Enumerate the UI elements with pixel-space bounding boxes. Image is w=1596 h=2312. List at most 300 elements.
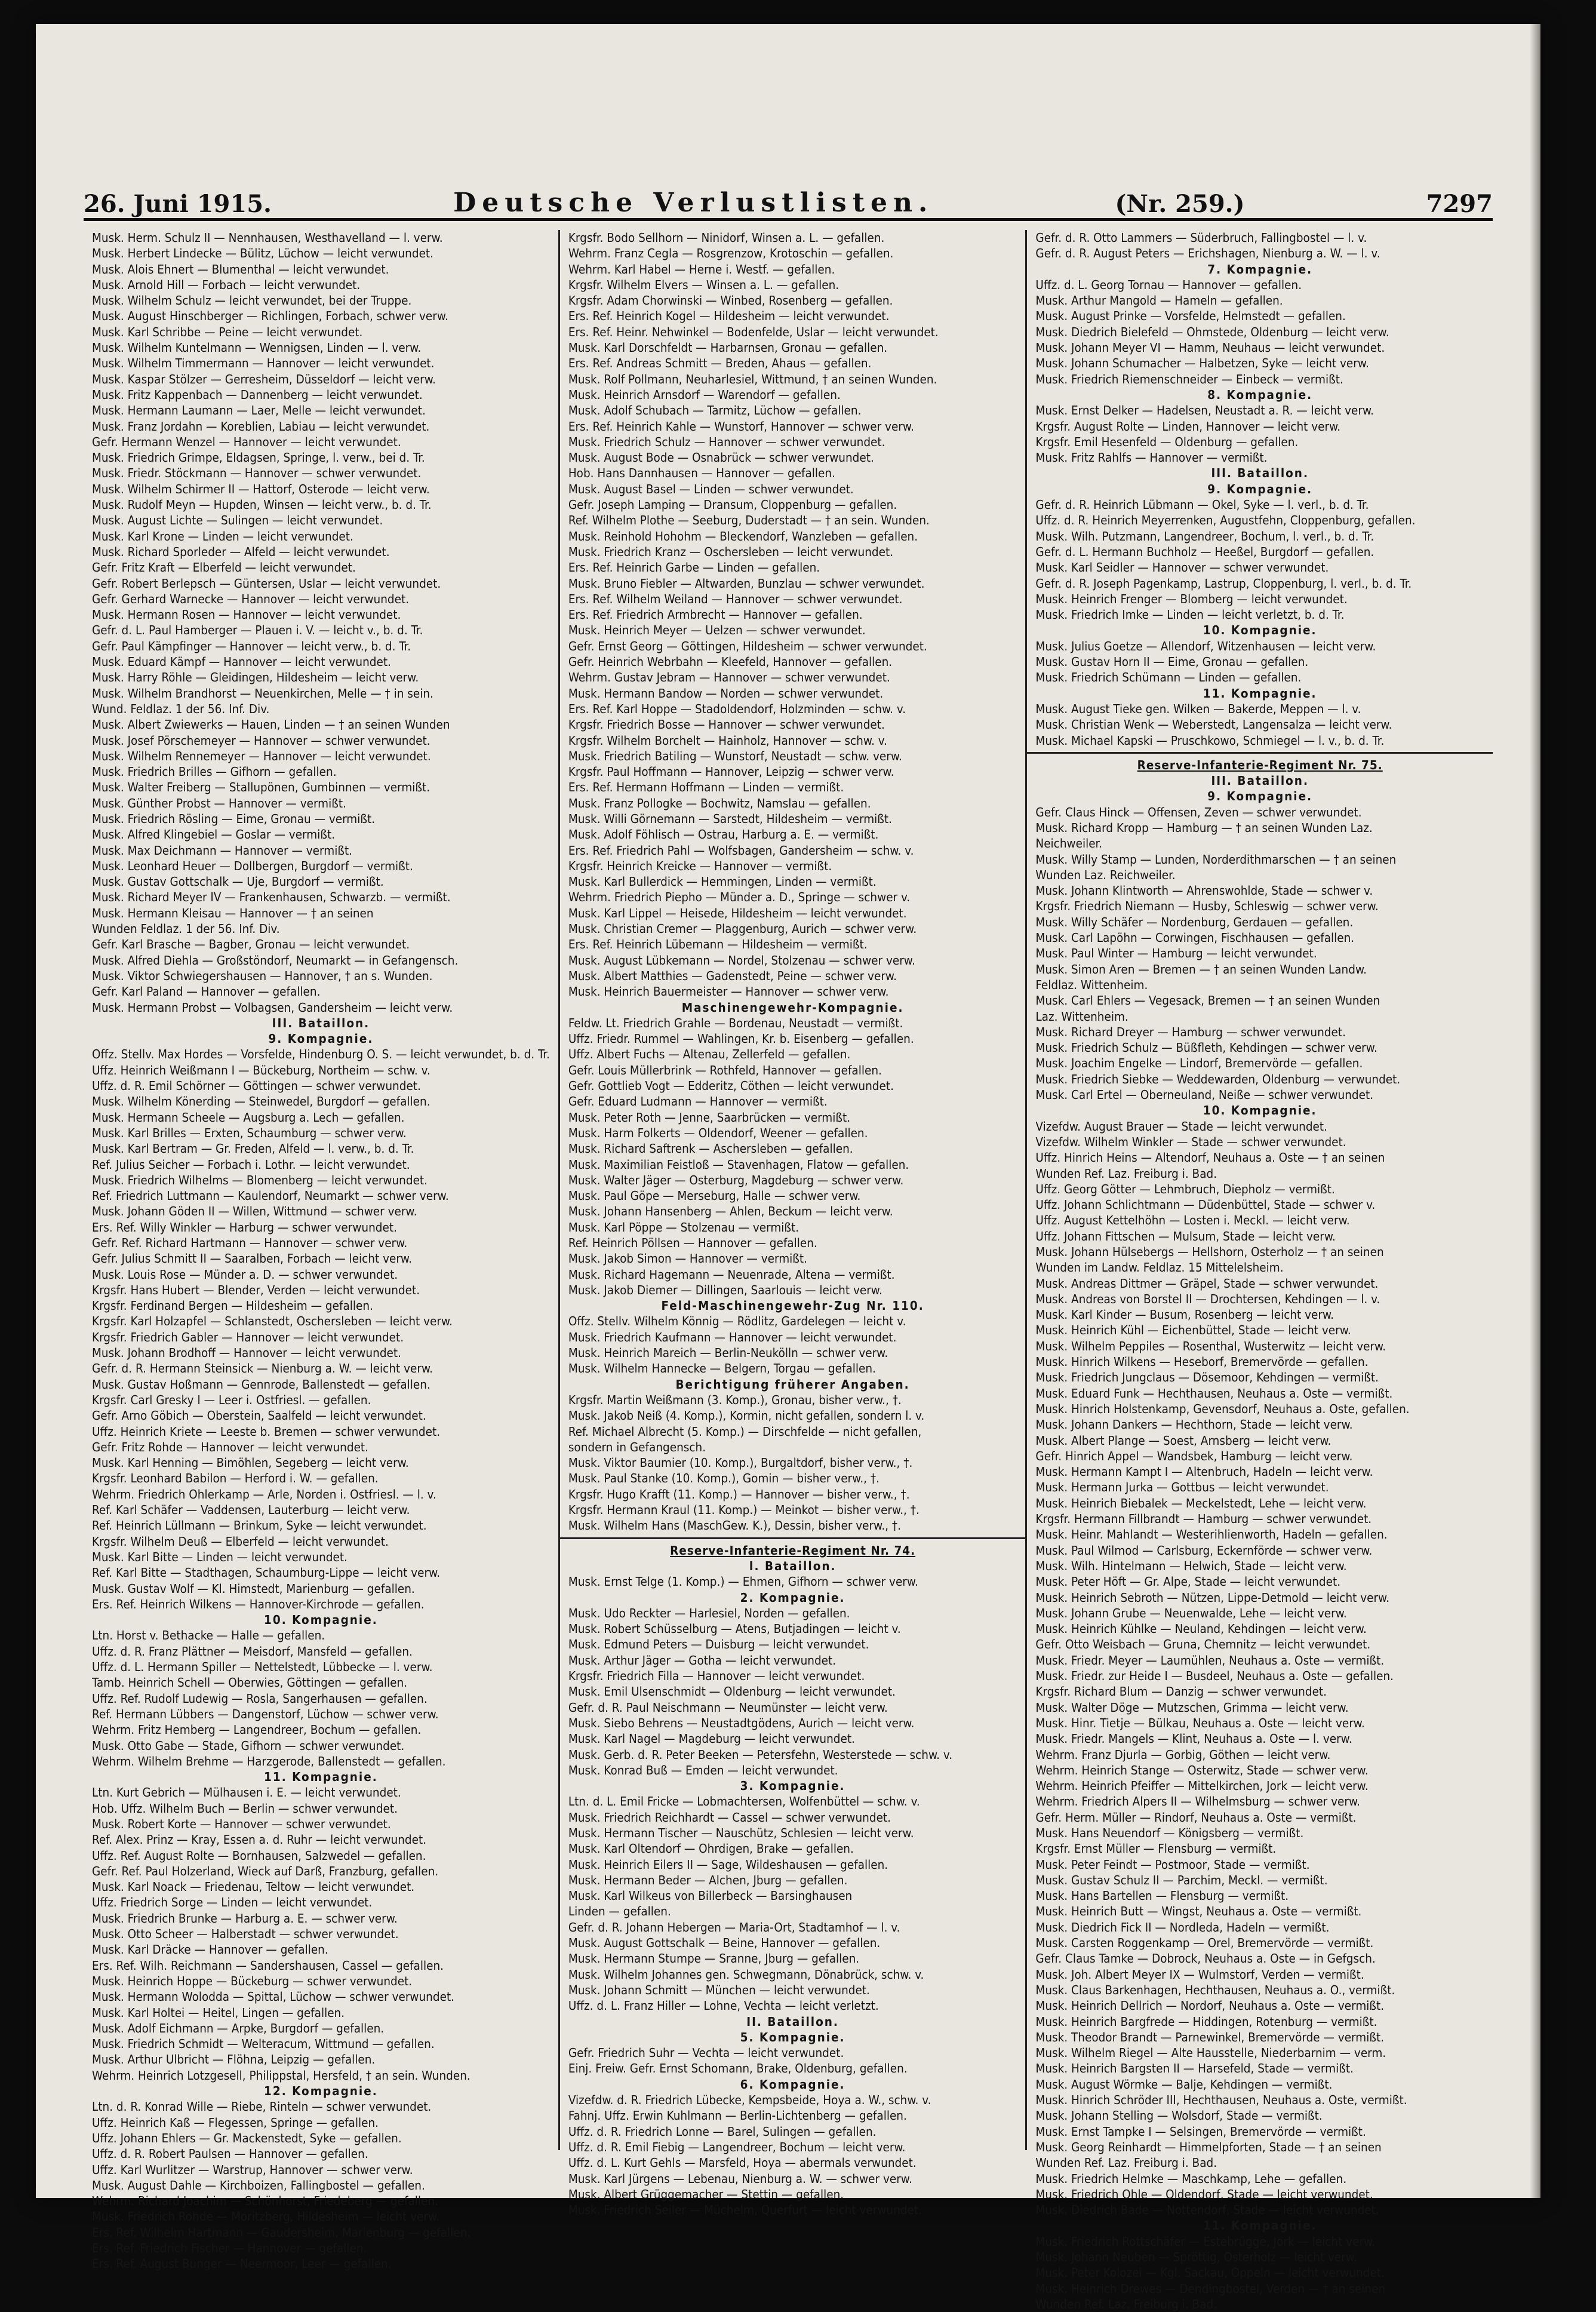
section-heading: 10. Kompagnie.	[1203, 623, 1317, 638]
casualty-entry: Musk. Arthur Mangold — Hameln — gefallen.	[1035, 293, 1283, 308]
casualty-entry: Wehrm. Fritz Hemberg — Langendreer, Bochum — gefallen.	[92, 1723, 422, 1737]
casualty-entry: Musk. Friedrich Helmke — Maschkamp, Lehe — gefallen.	[1035, 2171, 1347, 2186]
casualty-entry: Krgsfr. Ernst Müller — Flensburg — vermißt.	[1035, 1841, 1277, 1856]
casualty-entry: Musk. Hermann Scheele — Augsburg a. Lech — gefallen.	[92, 1110, 405, 1125]
casualty-entry: Musk. Friedrich Kaufmann — Hannover — leicht verwundet.	[568, 1330, 897, 1344]
casualty-entry: Musk. Hermann Beder — Alchen, Jburg — gefallen.	[568, 1872, 848, 1887]
casualty-entry: Krgsfr. Hugo Krafft (11. Komp.) — Hannover — bisher verw., †.	[568, 1487, 910, 1502]
casualty-entry: Musk. Siebo Behrens — Neustadtgödens, Aurich — leicht verw.	[568, 1715, 915, 1730]
casualty-entry: Musk. Johann Meyer VI — Hamm, Neuhaus — leicht verwundet.	[1035, 340, 1385, 355]
casualty-entry: Gefr. d. L. Hermann Buchholz — Heeßel, Burgdorf — gefallen.	[1035, 544, 1374, 559]
casualty-entry: Uffz. Ref. Rudolf Ludewig — Rosla, Sangerhausen — gefallen.	[92, 1691, 428, 1706]
casualty-entry: Musk. Ernst Telge (1. Komp.) — Ehmen, Gifhorn — schwer verw.	[568, 1574, 918, 1589]
casualty-entry: Ers. Ref. Heinrich Garbe — Linden — gefallen.	[568, 560, 820, 575]
casualty-entry: Gefr. d. R. Hermann Steinsick — Nienburg a. W. — leicht verw.	[92, 1361, 433, 1376]
casualty-entry: Musk. Hinr. Tietje — Bülkau, Neuhaus a. Oste — leicht verw.	[1035, 1715, 1365, 1730]
casualty-entry: Musk. Alfred Diehla — Großstöndorf, Neumarkt — in Gefangensch.	[92, 953, 459, 968]
section-heading: II. Bataillon.	[746, 2014, 839, 2029]
casualty-entry: Ref. Alex. Prinz — Kray, Essen a. d. Ruhr — leicht verwundet.	[92, 1832, 427, 1847]
casualty-entry: Musk. Peter Kolozei — Kgl. Sackau, Oppeln — leicht verwundet.	[1035, 2265, 1385, 2280]
casualty-entry: Musk. Johann Dankers — Hechthorn, Stade — leicht verw.	[1035, 1417, 1353, 1432]
casualty-entry: Musk. Johann Schmitt — München — leicht verwundet.	[568, 1982, 870, 1997]
casualty-entry: Musk. Simon Aren — Bremen — † an seinen Wunden Landw.	[1035, 962, 1367, 977]
section-heading: 12. Kompagnie.	[264, 2084, 378, 2099]
casualty-entry: Musk. Johann Brodhoff — Hannover — leicht verwundet.	[92, 1346, 401, 1361]
casualty-entry: Musk. Hans Neuendorf — Königsberg — vermißt.	[1035, 1825, 1304, 1840]
casualty-entry: Musk. Peter Höft — Gr. Alpe, Stade — leicht verwundet.	[1035, 1574, 1341, 1589]
casualty-entry: Uffz. d. L. Georg Tornau — Hannover — gefallen.	[1035, 277, 1302, 292]
casualty-entry: Musk. August Bode — Osnabrück — schwer verwundet.	[568, 450, 874, 465]
casualty-entry: Musk. Karl Dorschfeldt — Harbarnsen, Gronau — gefallen.	[568, 340, 888, 355]
casualty-entry: Wehrm. Gustav Jebram — Hannover — schwer verwundet.	[568, 670, 890, 685]
casualty-entry: Musk. Heinrich Kühl — Eichenbüttel, Stade — leicht verw.	[1035, 1323, 1351, 1338]
casualty-entry: Musk. Herbert Lindecke — Bülitz, Lüchow — leicht verwundet.	[92, 246, 434, 261]
casualty-entry: Musk. Richard Hagemann — Neuenrade, Altena — vermißt.	[568, 1267, 895, 1282]
casualty-entry: Musk. Heinrich Bargsten II — Harsefeld, Stade — vermißt.	[1035, 2061, 1354, 2076]
casualty-entry: Gefr. Eduard Ludmann — Hannover — vermißt.	[568, 1094, 828, 1109]
casualty-entry: Krgsfr. Hans Hubert — Blender, Verden — leicht verwundet.	[92, 1282, 420, 1297]
casualty-entry: Musk. Joachim Engelke — Lindorf, Bremervörde — gefallen.	[1035, 1056, 1363, 1071]
casualty-entry: Ers. Ref. Willy Winkler — Harburg — schwer verwundet.	[92, 1220, 397, 1235]
casualty-entry: Gefr. Karl Paland — Hannover — gefallen.	[92, 984, 321, 999]
casualty-entry: Ref. Heinrich Lüllmann — Brinkum, Syke — leicht verwundet.	[92, 1518, 427, 1533]
casualty-entry: Musk. Harry Röhle — Gleidingen, Hildesheim — leicht verw.	[92, 670, 419, 685]
casualty-entry: Musk. Friedr. zur Heide I — Busdeel, Neuhaus a. Oste — gefallen.	[1035, 1669, 1394, 1684]
casualty-entry: Musk. Alfred Klingebiel — Goslar — vermißt.	[92, 827, 336, 842]
casualty-entry: Musk. Maximilian Feistloß — Stavenhagen, Flatow — gefallen.	[568, 1157, 909, 1172]
casualty-entry: Musk. Willi Görnemann — Sarstedt, Hildesheim — vermißt.	[568, 811, 893, 826]
casualty-entry: Gefr. d. R. Otto Lammers — Süderbruch, Fallingbostel — l. v.	[1035, 231, 1367, 245]
casualty-entry: Musk. Arnold Hill — Forbach — leicht verwundet.	[92, 277, 361, 292]
casualty-entry: Musk. Fritz Kappenbach — Dannenberg — leicht verwundet.	[92, 387, 423, 402]
casualty-entry: Krgsfr. Carl Gresky I — Leer i. Ostfriesl. — gefallen.	[92, 1392, 371, 1407]
casualty-entry: Krgsfr. Adam Chorwinski — Winbed, Rosenberg — gefallen.	[568, 293, 893, 308]
casualty-entry: Musk. Claus Barkenhagen, Hechthausen, Neuhaus a. O., vermißt.	[1035, 1982, 1395, 1997]
casualty-entry: Krgsfr. Wilhelm Deuß — Elberfeld — leicht verwundet.	[92, 1534, 389, 1549]
casualty-entry: Uffz. d. R. Heinrich Meyerrenken, Augustfehn, Cloppenburg, gefallen.	[1035, 513, 1416, 528]
casualty-entry: Musk. Diedrich Bade — Nottendorf, Stade — leicht verwundet.	[1035, 2203, 1379, 2218]
casualty-entry: Wunden Ref. Laz. Freiburg i. Bad.	[1035, 2296, 1217, 2311]
casualty-entry: Musk. Karl Lippel — Heisede, Hildesheim — leicht verwundet.	[568, 905, 907, 920]
casualty-entry: Wehrm. Friedrich Ohlerkamp — Arle, Norden i. Ostfriesl. — l. v.	[92, 1487, 436, 1502]
casualty-entry: Musk. Friedrich Reichhardt — Cassel — schwer verwundet.	[568, 1810, 891, 1825]
casualty-entry: Musk. Friedrich Grimpe, Eldagsen, Springe, l. verw., bei d. Tr.	[92, 450, 425, 465]
casualty-entry: Offz. Stellv. Max Hordes — Vorsfelde, Hindenburg O. S. — leicht verwundet, b. d. Tr.	[92, 1047, 550, 1062]
casualty-entry: Musk. Wilh. Putzmann, Langendreer, Bochum, l. verl., b. d. Tr.	[1035, 529, 1374, 544]
casualty-entry: Ers. Ref. August Bunger — Neermoor, Leer — gefallen.	[92, 2256, 392, 2271]
casualty-entry: Musk. Richard Meyer IV — Frankenhausen, Schwarzb. — vermißt.	[92, 890, 451, 905]
casualty-entry: Musk. Heinrich Bauermeister — Hannover — schwer verw.	[568, 984, 889, 999]
casualty-entry: Musk. Hinrich Holstenkamp, Gevensdorf, Neuhaus a. Oste, gefallen.	[1035, 1401, 1410, 1416]
casualty-entry: Gefr. Ref. Paul Holzerland, Wieck auf Darß, Franzburg, gefallen.	[92, 1863, 439, 1878]
casualty-entry: Musk. Albert Matthies — Gadenstedt, Peine — schwer verw.	[568, 968, 897, 983]
casualty-entry: Musk. Hermann Kampt I — Altenbruch, Hadeln — leicht verw.	[1035, 1464, 1373, 1479]
casualty-entry: Musk. August Wörmke — Balje, Kehdingen — vermißt.	[1035, 2077, 1333, 2092]
casualty-entry: Gefr. Arno Göbich — Oberstein, Saalfeld — leicht verwundet.	[92, 1408, 426, 1423]
casualty-entry: Wunden Feldlaz. 1 der 56. Inf. Div.	[92, 922, 280, 937]
casualty-entry: Ltn. d. R. Konrad Wille — Riebe, Rinteln — schwer verwundet.	[92, 2099, 432, 2114]
casualty-entry: Krgsfr. Bodo Sellhorn — Ninidorf, Winsen a. L. — gefallen.	[568, 231, 885, 245]
casualty-entry: Musk. Reinhold Hohohm — Bleckendorf, Wanzleben — gefallen.	[568, 529, 918, 544]
casualty-entry: Musk. Wilhelm Brandhorst — Neuenkirchen, Melle — † in sein.	[92, 686, 433, 701]
casualty-entry: Musk. Wilhelm Hans (MaschGew. K.), Dessin, bisher verw., †.	[568, 1518, 901, 1533]
casualty-entry: Musk. Heinrich Eilers II — Sage, Wildeshausen — gefallen.	[568, 1857, 888, 1872]
casualty-entry: Musk. Heinrich Sebroth — Nützen, Lippe-Detmold — leicht verw.	[1035, 1590, 1390, 1605]
casualty-entry: Musk. Günther Probst — Hannover — vermißt.	[92, 796, 346, 810]
casualty-entry: Uffz. Heinrich Kaß — Flegessen, Springe — gefallen.	[92, 2115, 379, 2130]
casualty-entry: Gefr. Ref. Richard Hartmann — Hannover — schwer verw.	[92, 1236, 408, 1250]
casualty-entry: Uffz. Hinrich Heins — Altendorf, Neuhaus a. Oste — † an seinen	[1035, 1150, 1385, 1165]
casualty-entry: Ltn. Horst v. Bethacke — Halle — gefallen.	[92, 1628, 325, 1643]
casualty-entry: Musk. Carl Ertel — Oberneuland, Neiße — schwer verwundet.	[1035, 1088, 1374, 1103]
casualty-entry: Uffz. d. R. Franz Plättner — Meisdorf, Mansfeld — gefallen.	[92, 1644, 413, 1659]
section-heading: 9. Kompagnie.	[1207, 789, 1313, 804]
casualty-entry: Musk. Jakob Diemer — Dillingen, Saarlouis — leicht verw.	[568, 1282, 882, 1297]
casualty-entry: Musk. Alois Ehnert — Blumenthal — leicht verwundet.	[92, 262, 389, 277]
casualty-entry: Gefr. Louis Müllerbrink — Rothfeld, Hannover — gefallen.	[568, 1063, 882, 1077]
casualty-entry: Musk. August Basel — Linden — schwer verwundet.	[568, 481, 854, 496]
casualty-entry: Musk. Leonhard Heuer — Dollbergen, Burgdorf — vermißt.	[92, 858, 413, 873]
casualty-entry: Gefr. Julius Schmitt II — Saaralben, Forbach — leicht verw.	[92, 1251, 412, 1266]
casualty-entry: Musk. Albert Grüggemacher — Stettin — gefallen.	[568, 2187, 844, 2202]
casualty-entry: Krgsfr. Friedrich Bosse — Hannover — schwer verwundet.	[568, 717, 885, 732]
casualty-entry: Musk. Heinrich Mareich — Berlin-Neukölln — schwer verw.	[568, 1346, 888, 1361]
casualty-entry: Musk. Friedr. Stöckmann — Hannover — schwer verwundet.	[92, 466, 422, 481]
casualty-entry: Uffz. Karl Wurlitzer — Warstrup, Hannover — schwer verw.	[92, 2162, 413, 2177]
section-heading: Maschinengewehr-Kompagnie.	[681, 1000, 904, 1015]
casualty-entry: Musk. Friedrich Schulz — Hannover — schwer verwundet.	[568, 434, 885, 449]
casualty-entry: Musk. Karl Nagel — Magdeburg — leicht verwundet.	[568, 1731, 855, 1746]
casualty-entry: Musk. Friedrich Kranz — Oschersleben — leicht verwundet.	[568, 544, 894, 559]
casualty-entry: Krgsfr. Richard Blum — Danzig — schwer verwundet.	[1035, 1684, 1327, 1699]
casualty-entry: Musk. Friedrich Schmidt — Welteracum, Wittmund — gefallen.	[92, 2037, 435, 2052]
section-heading: III. Bataillon.	[1211, 466, 1309, 481]
casualty-entry: Musk. Wilhelm Rennemeyer — Hannover — leicht verwundet.	[92, 748, 431, 763]
casualty-entry: Musk. Friedrich Ohle — Oldendorf, Stade — leicht verwundet.	[1035, 2187, 1373, 2202]
casualty-entry: Musk. Heinrich Drewes — Dendingbostel, Verden — † an seinen	[1035, 2281, 1386, 2296]
casualty-entry: Musk. Karl Wilkeus von Billerbeck — Barsinghausen	[568, 1889, 853, 1903]
casualty-entry: Musk. Wilhelm Schirmer II — Hattorf, Osterode — leicht verw.	[92, 481, 430, 496]
casualty-entry: Musk. Herm. Schulz II — Nennhausen, Westhavelland — l. verw.	[92, 231, 443, 245]
casualty-entry: Ref. Karl Bitte — Stadthagen, Schaumburg-Lippe — leicht verw.	[92, 1565, 441, 1580]
casualty-entry: Ers. Ref. Heinr. Nehwinkel — Bodenfelde, Uslar — leicht verwundet.	[568, 324, 939, 339]
casualty-entry: Wunden im Landw. Feldlaz. 15 Mittelelsheim.	[1035, 1260, 1284, 1275]
casualty-entry: Wehrm. Friedrich Alpers II — Wilhelmsburg — schwer verw.	[1035, 1794, 1361, 1809]
casualty-entry: Gefr. d. L. Paul Hamberger — Plauen i. V. — leicht v., b. d. Tr.	[92, 623, 423, 638]
casualty-entry: Krgsfr. Hermann Kraul (11. Komp.) — Meinkot — bisher verw., †.	[568, 1503, 920, 1518]
casualty-entry: Musk. Rudolf Meyn — Hupden, Winsen — leicht verw., b. d. Tr.	[92, 498, 432, 512]
casualty-entry: Wehrm. Karl Habel — Herne i. Westf. — gefallen.	[568, 262, 835, 277]
casualty-entry: Musk. Hinrich Schröder III, Hechthausen, Neuhaus a. Oste, vermißt.	[1035, 2093, 1407, 2108]
casualty-entry: Feldw. Lt. Friedrich Grahle — Bordenau, Neustadt — vermißt.	[568, 1015, 903, 1030]
casualty-entry: Uffz. d. L. Hermann Spiller — Nettelstedt, Lübbecke — l. verw.	[92, 1660, 433, 1675]
casualty-entry: Musk. Richard Sporleder — Alfeld — leicht verwundet.	[92, 544, 390, 559]
casualty-entry: Musk. Johann Stelling — Wolsdorf, Stade — vermißt.	[1035, 2108, 1323, 2123]
casualty-entry: Musk. Viktor Baumier (10. Komp.), Burgaltdorf, bisher verw., †.	[568, 1456, 913, 1470]
casualty-entry: Vizefdw. Wilhelm Winkler — Stade — schwer verwundet.	[1035, 1134, 1346, 1149]
casualty-entry: Musk. Richard Saftrenk — Aschersleben — gefallen.	[568, 1141, 853, 1156]
casualty-entry: Uffz. Friedr. Rummel — Wahlingen, Kr. b. Eisenberg — gefallen.	[568, 1031, 914, 1046]
casualty-entry: Ers. Ref. Wilhelm Weiland — Hannover — schwer verwundet.	[568, 591, 903, 606]
casualty-entry: Musk. Karl Krone — Linden — leicht verwundet.	[92, 529, 353, 544]
section-rule	[560, 1537, 1026, 1539]
casualty-entry: Gefr. Ernst Georg — Göttingen, Hildesheim — schwer verwundet.	[568, 638, 927, 653]
casualty-entry: Wehrm. Heinrich Lotzgesell, Philippstal, Hersfeld, † an sein. Wunden.	[92, 2068, 471, 2083]
casualty-entry: Musk. Friedrich Imke — Linden — leicht verletzt, b. d. Tr.	[1035, 607, 1345, 622]
casualty-entry: Musk. Friedrich Schulz — Büßfleth, Kehdingen — schwer verw.	[1035, 1040, 1377, 1055]
casualty-entry: Musk. Wilhelm Schulz — leicht verwundet, bei der Truppe.	[92, 293, 412, 308]
casualty-entry: Musk. Theodor Brandt — Parnewinkel, Bremervörde — vermißt.	[1035, 2029, 1385, 2044]
casualty-entry: Musk. Hermann Probst — Volbagsen, Gandersheim — leicht verw.	[92, 1000, 453, 1015]
section-heading: 11. Kompagnie.	[1203, 686, 1317, 701]
casualty-entry: Musk. Hermann Jurka — Gottbus — leicht verwundet.	[1035, 1480, 1329, 1495]
casualty-entry: Musk. Albert Plange — Soest, Arnsberg — leicht verw.	[1035, 1433, 1331, 1448]
casualty-entry: Musk. Karl Brilles — Erxten, Schaumburg — schwer verw.	[92, 1125, 407, 1140]
casualty-entry: Musk. Harm Folkerts — Oldendorf, Weener — gefallen.	[568, 1125, 868, 1140]
casualty-entry: Ref. Wilhelm Plothe — Seeburg, Duderstadt — † an sein. Wunden.	[568, 513, 930, 528]
casualty-entry: Uffz. Ref. August Rolte — Bornhausen, Salzwedel — gefallen.	[92, 1848, 426, 1863]
casualty-entry: Musk. Julius Goetze — Allendorf, Witzenhausen — leicht verw.	[1035, 638, 1376, 653]
casualty-entry: Ref. Hermann Lübbers — Dangenstorf, Lüchow — schwer verw.	[92, 1706, 439, 1721]
casualty-entry: Krgsfr. Ferdinand Bergen — Hildesheim — gefallen.	[92, 1298, 373, 1313]
casualty-entry: Musk. August Hinschberger — Richlingen, Forbach, schwer verw.	[92, 309, 448, 324]
casualty-entry: Musk. Ernst Tampke I — Selsingen, Bremervörde — vermißt.	[1035, 2124, 1366, 2139]
casualty-entry: Linden — gefallen.	[568, 1904, 671, 1919]
casualty-entry: Musk. Karl Seidler — Hannover — schwer verwundet.	[1035, 560, 1329, 575]
casualty-entry: Wunden Ref. Laz. Freiburg i. Bad.	[1035, 2156, 1217, 2170]
casualty-entry: Musk. Heinrich Dellrich — Nordorf, Neuhaus a. Oste — vermißt.	[1035, 1998, 1385, 2013]
casualty-entry: Wehrm. Friedrich Piepho — Münder a. D., Springe — schwer v.	[568, 890, 911, 905]
casualty-entry: Musk. Hermann Kleisau — Hannover — † an seinen	[92, 905, 374, 920]
casualty-entry: Uffz. Johann Ehlers — Gr. Mackenstedt, Syke — gefallen.	[92, 2130, 402, 2145]
casualty-entry: Vizefdw. d. R. Friedrich Lübecke, Kempsbeide, Hoya a. W., schw. v.	[568, 2093, 931, 2108]
casualty-entry: Musk. Karl Noack — Friedenau, Teltow — leicht verwundet.	[92, 1880, 415, 1895]
casualty-entry: Gefr. Claus Tamke — Dobrock, Neuhaus a. Oste — in Gefgsch.	[1035, 1951, 1376, 1966]
casualty-entry: Musk. Johann Grube — Neuenwalde, Lehe — leicht verw.	[1035, 1605, 1347, 1620]
section-heading: 10. Kompagnie.	[1203, 1103, 1317, 1118]
casualty-entry: Musk. Heinrich Kühlke — Neuland, Kehdingen — leicht verw.	[1035, 1622, 1367, 1636]
casualty-entry: Wunden Ref. Laz. Freiburg i. Bad.	[1035, 1166, 1217, 1181]
casualty-entry: Krgsfr. Heinrich Kreicke — Hannover — vermißt.	[568, 858, 832, 873]
casualty-entry: Ers. Ref. Wilh. Reichmann — Sandershausen, Cassel — gefallen.	[92, 1958, 444, 1973]
casualty-entry: Musk. Paul Göpe — Merseburg, Halle — schwer verw.	[568, 1189, 861, 1203]
casualty-entry: Musk. Heinrich Biebalek — Meckelstedt, Lehe — leicht verw.	[1035, 1496, 1367, 1510]
casualty-entry: Musk. Gustav Wolf — Kl. Himstedt, Marienburg — gefallen.	[92, 1581, 415, 1596]
casualty-entry: Hob. Uffz. Wilhelm Buch — Berlin — schwer verwundet.	[92, 1801, 398, 1816]
section-heading: 5. Kompagnie.	[740, 2029, 845, 2044]
casualty-entry: Musk. Hermann Bandow — Norden — schwer verwundet.	[568, 686, 884, 701]
casualty-entry: Musk. Rolf Pollmann, Neuharlesiel, Wittmund, † an seinen Wunden.	[568, 371, 937, 386]
scan-edge-shadow	[1530, 24, 1540, 2198]
casualty-entry: Musk. Friedrich Seiler — Müchelm, Querfurt — leicht verwundet.	[568, 2203, 922, 2218]
casualty-entry: Gefr. Hermann Wenzel — Hannover — leicht verwundet.	[92, 434, 401, 449]
casualty-entry: Gefr. Claus Hinck — Offensen, Zeven — schwer verwundet.	[1035, 805, 1362, 819]
casualty-entry: Musk. Richard Dreyer — Hamburg — schwer verwundet.	[1035, 1024, 1346, 1039]
casualty-entry: Musk. Max Deichmann — Hannover — vermißt.	[92, 843, 353, 858]
casualty-entry: Wehrm. Franz Djurla — Gorbig, Göthen — leicht verw.	[1035, 1747, 1331, 1762]
casualty-entry: Musk. Arthur Jäger — Gotha — leicht verwundet.	[568, 1653, 837, 1668]
casualty-entry: Krgsfr. Leonhard Babilon — Herford i. W. — gefallen.	[92, 1471, 379, 1486]
casualty-entry: Musk. Fritz Rahlfs — Hannover — vermißt.	[1035, 450, 1268, 465]
casualty-entry: Uffz. d. L. Franz Hiller — Lohne, Vechta — leicht verletzt.	[568, 1998, 879, 2013]
casualty-entry: Musk. Eduard Funk — Hechthausen, Neuhaus a. Oste — vermißt.	[1035, 1386, 1393, 1401]
casualty-entry: Musk. Friedrich Riemenschneider — Einbeck — vermißt.	[1035, 371, 1343, 386]
casualty-entry: Musk. Hermann Laumann — Laer, Melle — leicht verwundet.	[92, 403, 426, 418]
casualty-entry: Musk. Gustav Schulz II — Parchim, Meckl. — vermißt.	[1035, 1872, 1328, 1887]
casualty-entry: Musk. Johann Hansenberg — Ahlen, Beckum — leicht verw.	[568, 1204, 893, 1219]
casualty-entry: Ers. Ref. Andreas Schmitt — Breden, Ahaus — gefallen.	[568, 356, 872, 371]
casualty-entry: Musk. Heinrich Frenger — Blomberg — leicht verwundet.	[1035, 591, 1348, 606]
casualty-entry: Gefr. Paul Kämpfinger — Hannover — leicht verw., b. d. Tr.	[92, 638, 411, 653]
casualty-entry: Musk. Karl Bitte — Linden — leicht verwundet.	[92, 1549, 348, 1564]
casualty-entry: Wund. Feldlaz. 1 der 56. Inf. Div.	[92, 701, 270, 716]
casualty-entry: Gefr. Hinrich Appel — Wandsbek, Hamburg — leicht verw.	[1035, 1448, 1353, 1463]
casualty-entry: Krgsfr. Friedrich Filla — Hannover — leicht verwundet.	[568, 1669, 865, 1684]
casualty-entry: Wehrm. Wilhelm Brehme — Harzgerode, Ballenstedt — gefallen.	[92, 1754, 446, 1768]
casualty-entry: Musk. Friedrich Wilhelms — Blomenberg — leicht verwundet.	[92, 1172, 428, 1187]
casualty-entry: Musk. August Lübkemann — Nordel, Stolzenau — schwer verw.	[568, 953, 915, 968]
section-heading: 8. Kompagnie.	[1207, 387, 1313, 402]
casualty-entry: Ers. Ref. Heinrich Kahle — Wunstorf, Hannover — schwer verw.	[568, 419, 914, 434]
casualty-entry: Musk. Karl Kinder — Busum, Rosenberg — leicht verw.	[1035, 1307, 1334, 1322]
casualty-entry: Ers. Ref. Friedrich Fischer — Hannover — gefallen.	[92, 2241, 367, 2255]
section-heading: 3. Kompagnie.	[740, 1779, 845, 1794]
casualty-entry: Ref. Julius Seicher — Forbach i. Lothr. — leicht verwundet.	[92, 1157, 410, 1172]
casualty-entry: Gefr. d. R. August Peters — Erichshagen, Nienburg a. W. — l. v.	[1035, 246, 1380, 261]
casualty-entry: Ers. Ref. Friedrich Pahl — Wolfsbagen, Gandersheim — schw. v.	[568, 843, 914, 858]
section-heading: III. Bataillon.	[272, 1015, 370, 1030]
casualty-entry: Gefr. d. R. Joseph Pagenkamp, Lastrup, Cloppenburg, l. verl., b. d. Tr.	[1035, 576, 1412, 591]
casualty-entry: Uffz. d. R. Robert Paulsen — Hannover — gefallen.	[92, 2147, 368, 2161]
casualty-entry: Musk. Hermann Wolodda — Spittal, Lüchow — schwer verwundet.	[92, 1989, 455, 2004]
casualty-entry: Musk. Hinrich Wilkens — Heseborf, Bremervörde — gefallen.	[1035, 1355, 1369, 1370]
column-3	[1025, 230, 1493, 2311]
casualty-entry: Musk. Karl Bullerdick — Hemmingen, Linden — vermißt.	[568, 874, 877, 889]
casualty-entry: Musk. Andreas Dittmer — Gräpel, Stade — schwer verwundet.	[1035, 1276, 1379, 1291]
casualty-entry: Musk. Heinrich Bargfrede — Hiddingen, Rotenburg — vermißt.	[1035, 2014, 1377, 2029]
casualty-entry: Wehrm. Heinrich Pfeiffer — Mittelkirchen, Jork — leicht verw.	[1035, 1779, 1369, 1794]
section-heading: 9. Kompagnie.	[1207, 481, 1313, 496]
casualty-entry: Musk. Bruno Fiebler — Altwarden, Bunzlau — schwer verwundet.	[568, 576, 925, 591]
section-heading: 11. Kompagnie.	[1203, 2218, 1317, 2233]
casualty-entry: Musk. Hermann Stumpe — Sranne, Jburg — gefallen.	[568, 1951, 860, 1966]
casualty-entry: Gefr. Joseph Lamping — Dransum, Cloppenburg — gefallen.	[568, 498, 897, 512]
casualty-entry: Musk. Otto Scheer — Halberstadt — schwer verwundet.	[92, 1927, 399, 1942]
casualty-entry: Musk. Gustav Hoßmann — Gennrode, Ballenstedt — gefallen.	[92, 1377, 430, 1392]
casualty-entry: Krgsfr. Hermann Fillbrandt — Hamburg — schwer verwundet.	[1035, 1512, 1372, 1527]
casualty-entry: Musk. Michael Kapski — Pruschkowo, Schmiegel — l. v., b. d. Tr.	[1035, 733, 1385, 748]
casualty-entry: Musk. Friedrich Rottschäfer — Estebrügge, Jork — leicht verw.	[1035, 2234, 1376, 2249]
casualty-entry: Ers. Ref. Hermann Hoffmann — Linden — vermißt.	[568, 780, 844, 795]
casualty-entry: Fahnj. Uffz. Erwin Kuhlmann — Berlin-Lichtenberg — gefallen.	[568, 2108, 907, 2123]
casualty-entry: Ref. Heinrich Pöllsen — Hannover — gefallen.	[568, 1236, 817, 1250]
casualty-entry: Musk. Hans Bartellen — Flensburg — vermißt.	[1035, 1889, 1289, 1903]
casualty-entry: Ers. Ref. Friedrich Armbrecht — Hannover — gefallen.	[568, 607, 863, 622]
casualty-entry: Gefr. d. R. Paul Neischmann — Neumünster — leicht verw.	[568, 1700, 888, 1715]
casualty-entry: Musk. Johann Schumacher — Halbetzen, Syke — leicht verw.	[1035, 356, 1369, 371]
casualty-entry: Gefr. Heinrich Webrbahn — Kleefeld, Hannover — gefallen.	[568, 655, 893, 670]
casualty-entry: Musk. Karl Jürgens — Lebenau, Nienburg a. W. — schwer verw.	[568, 2171, 912, 2186]
casualty-entry: Feldlaz. Wittenheim.	[1035, 977, 1148, 992]
section-heading: 2. Kompagnie.	[740, 1590, 845, 1605]
casualty-entry: Musk. Robert Schüsselburg — Atens, Butjadingen — leicht v.	[568, 1622, 901, 1636]
casualty-entry: Musk. Heinrich Arnsdorf — Warendorf — gefallen.	[568, 387, 841, 402]
casualty-entry: Uffz. Georg Götter — Lehmbruch, Diepholz — vermißt.	[1035, 1181, 1335, 1196]
casualty-entry: Musk. Johann Hülsebergs — Hellshorn, Osterholz — † an seinen	[1035, 1245, 1384, 1259]
casualty-entry: Musk. Ernst Delker — Hadelsen, Neustadt a. R. — leicht verw.	[1035, 403, 1374, 418]
casualty-entry: Musk. Gerb. d. R. Peter Beeken — Petersfehn, Westerstede — schw. v.	[568, 1747, 953, 1762]
casualty-entry: Gefr. d. R. Johann Hebergen — Maria-Ort, Stadtamhof — l. v.	[568, 1920, 900, 1935]
casualty-entry: Ers. Ref. Heinrich Kogel — Hildesheim — leicht verwundet.	[568, 309, 890, 324]
casualty-entry: Krgsfr. Wilhelm Borchelt — Hainholz, Hannover — schw. v.	[568, 733, 887, 748]
casualty-entry: Uffz. d. L. Kurt Gehls — Marsfeld, Hoya — abermals verwundet.	[568, 2156, 917, 2170]
casualty-entry: Musk. Friedrich Siebke — Weddewarden, Oldenburg — verwundet.	[1035, 1071, 1401, 1086]
casualty-entry: Ref. Friedrich Luttmann — Kaulendorf, Neumarkt — schwer verw.	[92, 1189, 449, 1203]
section-heading: III. Bataillon.	[1211, 773, 1309, 788]
casualty-entry: Ers. Ref. Karl Hoppe — Stadoldendorf, Holzminden — schw. v.	[568, 701, 906, 716]
casualty-entry: Musk. Karl Bertram — Gr. Freden, Alfeld — l. verw., b. d. Tr.	[92, 1141, 414, 1156]
casualty-entry: Musk. Wilh. Hintelmann — Helwich, Stade — leicht verw.	[1035, 1558, 1347, 1573]
casualty-entry: Uffz. Albert Fuchs — Altenau, Zellerfeld — gefallen.	[568, 1047, 851, 1062]
casualty-entry: Uffz. Friedrich Sorge — Linden — leicht verwundet.	[92, 1895, 373, 1910]
casualty-entry: Musk. Franz Jordahn — Koreblien, Labiau — leicht verwundet.	[92, 419, 430, 434]
casualty-entry: Musk. Joh. Albert Meyer IX — Wulmstorf, Verden — vermißt.	[1035, 1967, 1364, 1982]
casualty-entry: Musk. Heinrich Meyer — Uelzen — schwer verwundet.	[568, 623, 866, 638]
casualty-entry: Ref. Karl Schäfer — Vaddensen, Lauterburg — leicht verw.	[92, 1503, 410, 1518]
casualty-entry: Musk. Johann Klintworth — Ahrenswohlde, Stade — schwer v.	[1035, 883, 1373, 898]
casualty-entry: Musk. Louis Rose — Münder a. D. — schwer verwundet.	[92, 1267, 398, 1282]
casualty-entry: Musk. Christian Wenk — Weberstedt, Langensalza — leicht verw.	[1035, 717, 1392, 732]
casualty-entry: Musk. Udo Reckter — Harlesiel, Norden — gefallen.	[568, 1605, 850, 1620]
casualty-entry: Uffz. Johann Schlichtmann — Düdenbüttel, Stade — schwer v.	[1035, 1198, 1376, 1212]
casualty-entry: Musk. Paul Stanke (10. Komp.), Gomin — bisher verw., †.	[568, 1471, 880, 1486]
casualty-entry: Gefr. Friedrich Suhr — Vechta — leicht verwundet.	[568, 2046, 844, 2061]
casualty-entry: Musk. Walter Freiberg — Stallupönen, Gumbinnen — vermißt.	[92, 780, 430, 795]
casualty-entry: Musk. Adolf Föhlisch — Ostrau, Harburg a. E. — vermißt.	[568, 827, 879, 842]
casualty-entry: Gefr. Otto Weisbach — Gruna, Chemnitz — leicht verwundet.	[1035, 1637, 1371, 1652]
casualty-entry: Gefr. Herm. Müller — Rindorf, Neuhaus a. Oste — vermißt.	[1035, 1810, 1357, 1825]
casualty-entry: Musk. Diedrich Bielefeld — Ohmstede, Oldenburg — leicht verw.	[1035, 324, 1389, 339]
casualty-entry: Musk. Viktor Schwiegershausen — Hannover, † an s. Wunden.	[92, 968, 433, 983]
casualty-entry: Musk. Josef Pörschemeyer — Hannover — schwer verwundet.	[92, 733, 430, 748]
casualty-entry: Musk. Willy Schäfer — Nordenburg, Gerdauen — gefallen.	[1035, 914, 1354, 929]
casualty-entry: Musk. Wilhelm Johannes gen. Schwegmann, Dönabrück, schw. v.	[568, 1967, 924, 1982]
casualty-entry: Ers. Ref. Wilhelm Hartmann — Gaudersheim, Marienburg — gefallen.	[92, 2225, 471, 2240]
casualty-entry: Musk. Karl Oltendorf — Ohrdigen, Brake — gefallen.	[568, 1841, 854, 1856]
header-page-number: 7297	[1426, 190, 1493, 218]
casualty-entry: Musk. Friedrich Brunke — Harburg a. E. — schwer verw.	[92, 1911, 398, 1926]
casualty-entry: Musk. Johann Göden II — Willen, Wittmund — schwer verw.	[92, 1204, 417, 1219]
casualty-entry: Musk. August Lichte — Sulingen — leicht verwundet.	[92, 513, 383, 528]
casualty-entry: Vizefdw. August Brauer — Stade — leicht verwundet.	[1035, 1119, 1327, 1134]
casualty-entry: Uffz. Heinrich Weißmann I — Bückeburg, Northeim — schw. v.	[92, 1063, 430, 1077]
casualty-entry: Musk. Friedrich Rösling — Eime, Gronau — vermißt.	[92, 811, 376, 826]
casualty-entry: Musk. Heinrich Butt — Wingst, Neuhaus a. Oste — vermißt.	[1035, 1904, 1362, 1919]
casualty-entry: Gefr. Fritz Kraft — Elberfeld — leicht verwundet.	[92, 560, 356, 575]
casualty-entry: Musk. Carsten Roggenkamp — Orel, Bremervörde — vermißt.	[1035, 1936, 1374, 1951]
section-heading: Reserve-Infanterie-Regiment Nr. 75.	[1137, 757, 1383, 772]
casualty-entry: Musk. Gustav Horn II — Eime, Gronau — gefallen.	[1035, 655, 1309, 670]
casualty-entry: Krgsfr. Paul Hoffmann — Hannover, Leipzig — schwer verw.	[568, 764, 894, 779]
section-heading: 7. Kompagnie.	[1207, 262, 1313, 277]
casualty-entry: Neichweiler.	[1035, 836, 1103, 851]
casualty-entry: Musk. Emil Ulsenschmidt — Oldenburg — leicht verwundet.	[568, 1684, 896, 1699]
header-title: Deutsche Verlustlisten.	[453, 188, 934, 218]
casualty-entry: Musk. Richard Kropp — Hamburg — † an seinen Wunden Laz.	[1035, 820, 1373, 835]
casualty-entry: Musk. Johann Neuben — Spröttig, Osterholz — leicht verw.	[1035, 2250, 1357, 2264]
casualty-entry: Musk. Kaspar Stölzer — Gerresheim, Düsseldorf — leicht verw.	[92, 371, 436, 386]
casualty-entry: Ltn. d. L. Emil Fricke — Lobmachtersen, Wolfenbüttel — schw. v.	[568, 1794, 920, 1809]
